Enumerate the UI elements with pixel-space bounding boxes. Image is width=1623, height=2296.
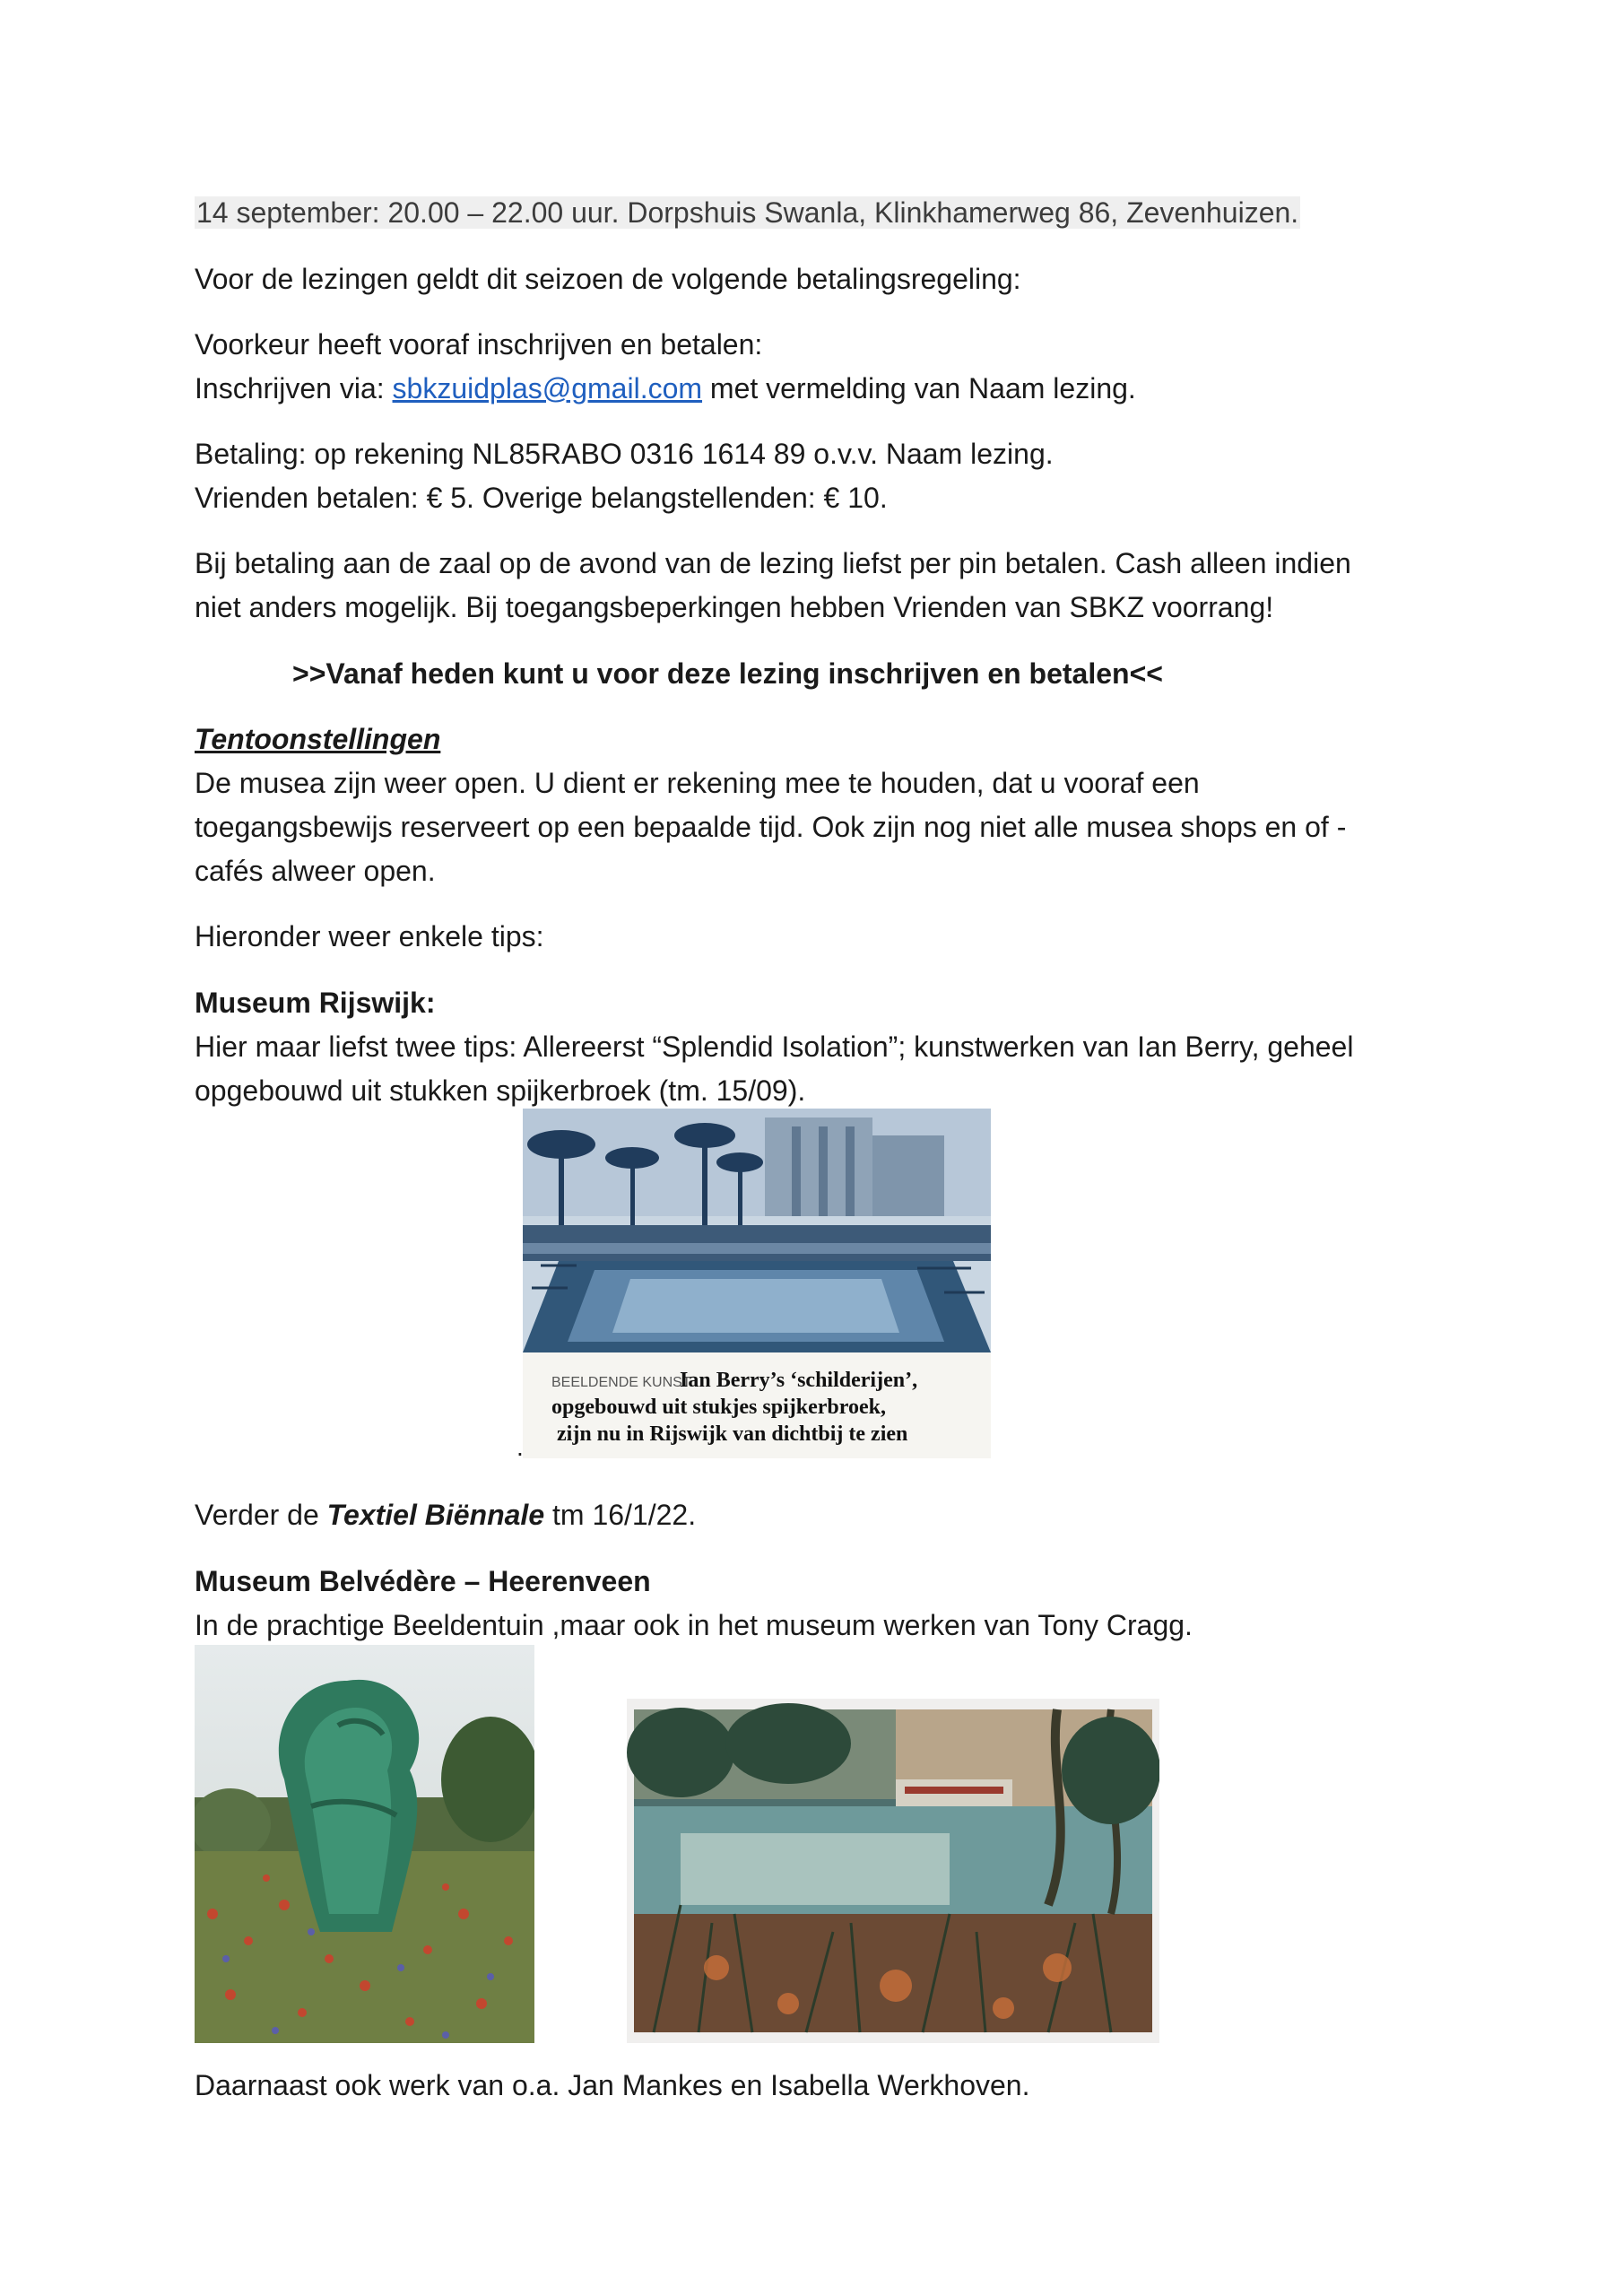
rijswijk-line-2: opgebouwd uit stukken spijkerbroek (tm. 15/09). xyxy=(195,1074,806,1107)
event-date-line: 14 september: 20.00 – 22.00 uur. Dorpshuis Swanla, Klinkhamerweg 86, Zevenhuizen. xyxy=(196,196,1299,229)
belvedere-line: In de prachtige Beeldentuin ,maar ook in het museum werken van Tony Cragg. xyxy=(195,1609,1193,1641)
heading-museum-rijswijk: Museum Rijswijk: xyxy=(195,987,436,1019)
payment-intro: Voor de lezingen geldt dit seizoen de volgende betalingsregeling: xyxy=(195,263,1021,295)
price-line: Vrienden betalen: € 5. Overige belangstellenden: € 10. xyxy=(195,482,888,514)
exhibitions-line-3: cafés alweer open. xyxy=(195,855,436,887)
clip-headline-1: Ian Berry’s ‘schilderijen’, xyxy=(680,1369,918,1392)
clip-headline-2: opgebouwd uit stukjes spijkerbroek, xyxy=(551,1396,886,1419)
pin-payment-line-2: niet anders mogelijk. Bij toegangsbeperkingen hebben Vrienden van SBKZ voorrang! xyxy=(195,591,1274,623)
green-sculpture-photo xyxy=(195,1645,534,2043)
bank-line: Betaling: op rekening NL85RABO 0316 1614 89 o.v.v. Naam lezing. xyxy=(195,438,1054,470)
denim-pool-clipping-image xyxy=(523,1109,991,1458)
textile-biennale-line: Verder de Textiel Biënnale tm 16/1/22. xyxy=(195,1499,697,1531)
clip-headline-3: zijn nu in Rijswijk van dichtbij te zien xyxy=(557,1422,908,1446)
pond-painting-photo xyxy=(627,1699,1159,2043)
exhibitions-line-1: De musea zijn weer open. U dient er rekening mee te houden, dat u vooraf een xyxy=(195,767,1200,799)
exhibitions-line-2: toegangsbewijs reserveert op een bepaalde tijd. Ook zijn nog niet alle musea shops en of - xyxy=(195,811,1347,843)
heading-museum-belvedere: Museum Belvédère – Heerenveen xyxy=(195,1565,651,1597)
stray-dot: . xyxy=(516,1433,524,1461)
preference-line: Voorkeur heeft vooraf inschrijven en betalen: xyxy=(195,328,763,361)
mankes-werkhoven-line: Daarnaast ook werk van o.a. Jan Mankes en Isabella Werkhoven. xyxy=(195,2069,1030,2101)
textile-biennale-title: Textiel Biënnale xyxy=(326,1499,545,1531)
clip-kicker: BEELDENDE KUNST xyxy=(551,1375,691,1390)
register-callout: >>Vanaf heden kunt u voor deze lezing inschrijven en betalen<< xyxy=(292,657,1163,690)
rijswijk-line-1: Hier maar liefst twee tips: Allereerst “Splendid Isolation”; kunstwerken van Ian Berry, geheel xyxy=(195,1031,1354,1063)
tips-intro: Hieronder weer enkele tips: xyxy=(195,920,544,952)
register-line: Inschrijven via: sbkzuidplas@gmail.com met vermelding van Naam lezing. xyxy=(195,372,1136,404)
pin-payment-line-1: Bij betaling aan de zaal op de avond van de lezing liefst per pin betalen. Cash alleen indien xyxy=(195,547,1351,579)
section-heading-exhibitions: Tentoonstellingen xyxy=(195,723,441,755)
email-link[interactable]: sbkzuidplas@gmail.com xyxy=(392,372,703,404)
